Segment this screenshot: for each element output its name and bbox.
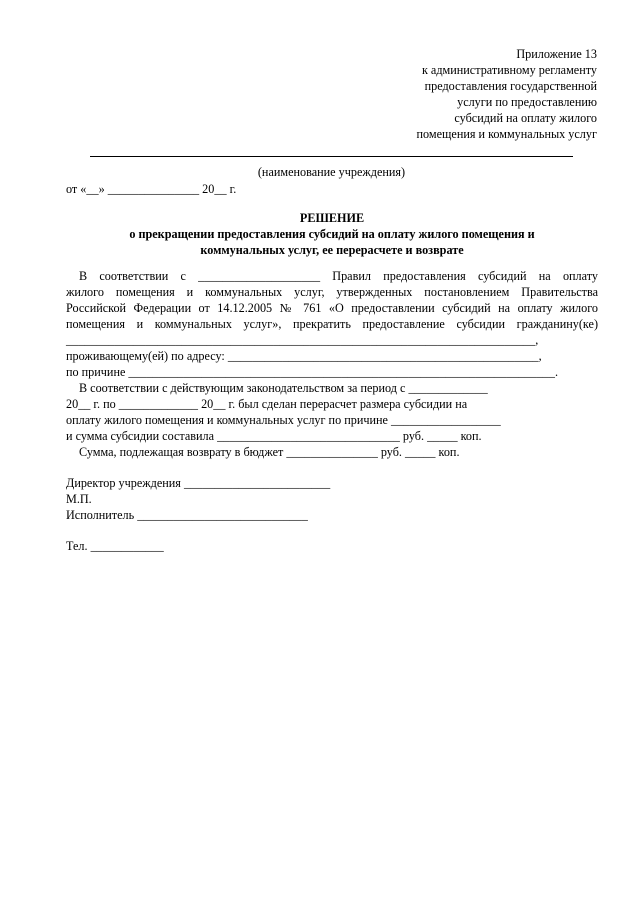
title-line: коммунальных услуг, ее перерасчете и возврате bbox=[200, 243, 464, 257]
title-line: о прекращении предоставления субсидий на оплату жилого помещения и bbox=[129, 227, 535, 241]
executor-signature: Исполнитель ____________________________ bbox=[66, 508, 308, 522]
appendix-line: к административному регламенту bbox=[421, 63, 597, 77]
appendix-line: субсидий на оплату жилого bbox=[454, 111, 597, 125]
body-line: 20__ г. по _____________ 20__ г. был сделан перерасчет размера субсидии на bbox=[66, 397, 468, 411]
title-heading: РЕШЕНИЕ bbox=[299, 211, 365, 225]
date-line: от «__» _______________ 20__ г. bbox=[66, 182, 237, 196]
body-line: Сумма, подлежащая возврату в бюджет _______________ руб. _____ коп. bbox=[79, 445, 460, 459]
stamp-mark: М.П. bbox=[66, 492, 92, 506]
signature-block bbox=[66, 475, 466, 523]
appendix-line: предоставления государственной bbox=[424, 79, 597, 93]
body-line: и сумма субсидии составила ______________________________ руб. _____ коп. bbox=[66, 429, 482, 443]
director-signature: Директор учреждения ________________________ bbox=[66, 476, 331, 490]
phone-line: Тел. ____________ bbox=[66, 539, 164, 553]
body-line: по причине ______________________________________________________________________. bbox=[66, 365, 559, 379]
decision-title bbox=[66, 210, 598, 258]
institution-caption: (наименование учреждения) bbox=[257, 165, 406, 179]
appendix-line: Приложение 13 bbox=[516, 47, 597, 61]
appendix-note bbox=[337, 46, 597, 142]
body-line: _____________________________________________________________________________, bbox=[66, 333, 539, 347]
body-line: В соответствии с ____________________ Правил предоставления субсидий на оплату bbox=[79, 269, 598, 283]
appendix-line: услуги по предоставлению bbox=[457, 95, 597, 109]
body-line: Российской Федерации от 14.12.2005 № 761 «О предоставлении субсидий на оплату жилого bbox=[66, 301, 598, 315]
body-line: оплату жилого помещения и коммунальных услуг по причине __________________ bbox=[66, 413, 501, 427]
body-line: помещения и коммунальных услуг», прекратить предоставление субсидии гражданину(ке) bbox=[66, 317, 598, 331]
appendix-line: помещения и коммунальных услуг bbox=[416, 127, 597, 141]
institution-name-line bbox=[90, 156, 573, 157]
decision-body bbox=[66, 268, 598, 460]
body-line: проживающему(ей) по адресу: ___________________________________________________, bbox=[66, 349, 542, 363]
body-line: В соответствии с действующим законодательством за период с _____________ bbox=[79, 381, 488, 395]
body-line: жилого помещения и коммунальных услуг, утвержденных постановлением Правительства bbox=[66, 285, 598, 299]
